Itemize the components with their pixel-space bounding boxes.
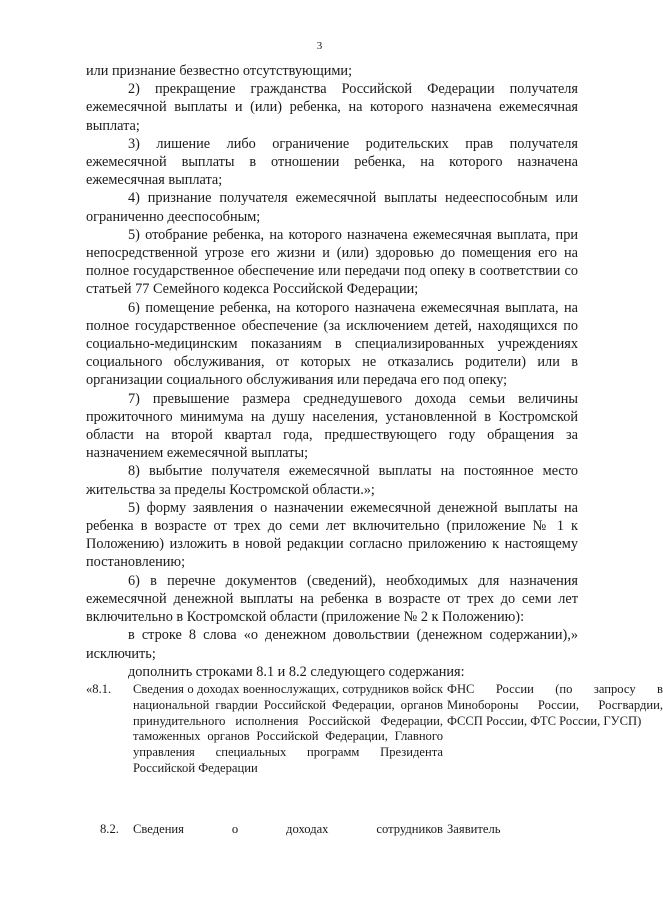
paragraph: 8) выбытие получателя ежемесячной выплаты на постоянное место жительства за пределы Костромской области.»; bbox=[86, 463, 578, 498]
paragraph: 5) форму заявления о назначении ежемесячной денежной выплаты на ребенка в возрасте от трех до семи лет включительно (приложение № 1 к Положению) изложить в новой редакции согласно приложению к настоящему постановлению; bbox=[86, 499, 578, 571]
paragraph: 6) помещение ребенка, на которого назначена ежемесячная выплата, на полное государственное обеспечение (за исключением детей, находящихся по социально-медицинским показаниям в специализированных учреждениях социального обслуживания, от которых не отказались родители) или в организации социального обслуживания или передача его под опеку; bbox=[86, 299, 578, 389]
paragraph: 5) отобрание ребенка, на которого назначена ежемесячная выплата, при непосредственной угрозе его жизни и (или) здоровью до помещения его на полное государственное обеспечение или передачи под опеку в соответствии со статьей 77 Семейного кодекса Российской Федерации; bbox=[86, 226, 578, 298]
paragraph: 6) в перечне документов (сведений), необходимых для назначения ежемесячной денежной выплаты на ребенка в возрасте от трех до семи лет включительно в Костромской области (приложение № 2 к Положению): bbox=[86, 572, 578, 626]
row-number: «8.1. bbox=[86, 682, 112, 696]
row-description: Сведения о доходах сотрудников bbox=[133, 822, 443, 836]
row-source: Заявитель bbox=[447, 822, 501, 836]
table-row bbox=[86, 682, 663, 832]
paragraph: в строке 8 слова «о денежном довольствии (денежном содержании),» исключить; bbox=[86, 627, 578, 662]
page-number: 3 bbox=[316, 40, 323, 52]
paragraph: или признание безвестно отсутствующими; bbox=[86, 63, 353, 79]
row-description: Сведения о доходах военнослужащих, сотрудников войск национальной гвардии Российской Федерации, органов принудительного исполнения Российской Федерации, таможенных органов Российской Федерации, Главного управления специальных программ Президента Российской Федерации bbox=[133, 682, 443, 775]
paragraph: дополнить строками 8.1 и 8.2 следующего содержания: bbox=[128, 663, 465, 680]
paragraph: 7) превышение размера среднедушевого дохода семьи величины прожиточного минимума на душу населения, установленной в Костромской области на второй квартал года, предшествующего году обращения за назначением ежемесячной выплаты; bbox=[86, 390, 578, 462]
paragraph: 3) лишение либо ограничение родительских прав получателя ежемесячной выплаты в отношении ребенка, на которого назначена ежемесячная выплата; bbox=[86, 135, 578, 189]
document-body bbox=[86, 62, 578, 681]
paragraph: 4) признание получателя ежемесячной выплаты недееспособным или ограниченно дееспособным; bbox=[86, 190, 578, 225]
table-row bbox=[86, 822, 586, 842]
row-source: ФНС России (по запросу в Минобороны России, Росгвардии, ФССП России, ФТС России, ГУСП) bbox=[447, 682, 663, 728]
paragraph: 2) прекращение гражданства Российской Федерации получателя ежемесячной выплаты и (или) ребенка, на которого назначена ежемесячная выплата; bbox=[86, 81, 578, 134]
row-number: 8.2. bbox=[100, 822, 119, 836]
